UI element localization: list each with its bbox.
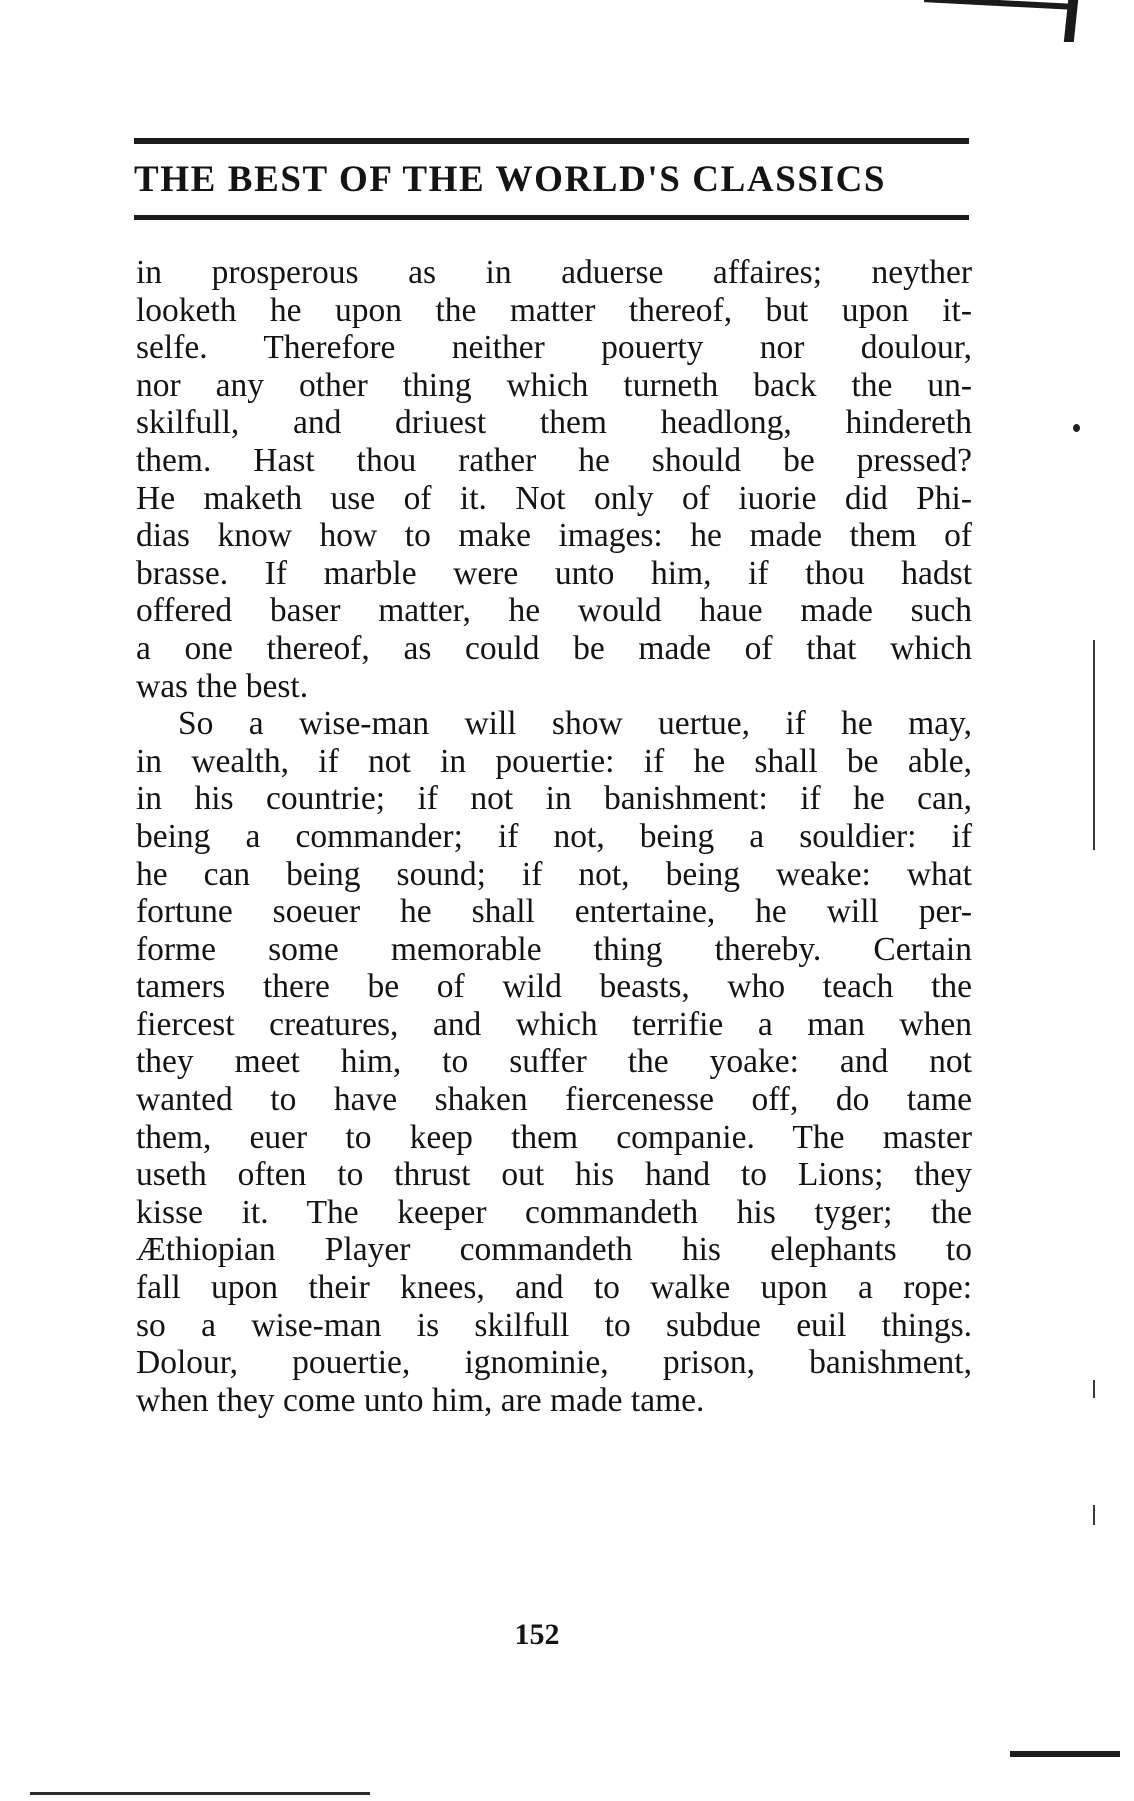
text-line: kisse it. The keeper commandeth his tyger; the (136, 1193, 972, 1231)
text-line: them. Hast thou rather he should be pressed? (136, 441, 972, 479)
scan-corner-mark (924, 0, 1074, 10)
scan-bottom-right-mark (1010, 1751, 1120, 1757)
text-line: selfe. Therefore neither pouerty nor doulour, (136, 329, 972, 367)
text-line: forme some memorable thing thereby. Certain (136, 930, 972, 968)
text-line: they meet him, to suffer the yoake: and not (136, 1043, 972, 1081)
text-line: fortune soeuer he shall entertaine, he will per- (136, 893, 972, 931)
text-line: wanted to have shaken fiercenesse off, do tame (136, 1081, 972, 1119)
text-line: looketh he upon the matter thereof, but upon it- (136, 291, 972, 329)
text-line: So a wise-man will show uertue, if he may, (178, 705, 972, 743)
page-number: 152 (514, 1618, 560, 1651)
scan-margin-dot (1073, 424, 1080, 432)
text-line: them, euer to keep them companie. The master (136, 1118, 972, 1156)
text-line: in wealth, if not in pouertie: if he shall be able, (136, 742, 972, 780)
text-line: brasse. If marble were unto him, if thou hadst (136, 554, 972, 592)
header-rule-top (134, 138, 969, 144)
text-line: useth often to thrust out his hand to Lions; they (136, 1156, 972, 1194)
text-line: fall upon their knees, and to walke upon a rope: (136, 1269, 972, 1307)
text-line: he can being sound; if not, being weake: what (136, 855, 972, 893)
text-line: in his countrie; if not in banishment: if he can, (136, 780, 972, 818)
text-line: dias know how to make images: he made them of (136, 517, 972, 555)
text-line: Dolour, pouertie, ignominie, prison, banishment, (136, 1344, 972, 1382)
text-line: offered baser matter, he would haue made such (136, 592, 972, 630)
text-line: nor any other thing which turneth back the un- (136, 366, 972, 404)
text-line: skilfull, and driuest them headlong, hindereth (136, 404, 972, 442)
text-line: tamers there be of wild beasts, who teach the (136, 968, 972, 1006)
header-rule-bottom (134, 215, 969, 220)
running-head: THE BEST OF THE WORLD'S CLASSICS (134, 159, 887, 200)
text-line: in prosperous as in aduerse affaires; neyther (136, 254, 972, 291)
text-line: being a commander; if not, being a souldier: if (136, 817, 972, 855)
scan-margin-line (1093, 1380, 1095, 1398)
text-line: so a wise-man is skilfull to subdue euil things. (136, 1306, 972, 1344)
text-line: when they come unto him, are made tame. (136, 1381, 705, 1419)
scan-margin-line (1093, 640, 1095, 850)
scan-bottom-edge-line (30, 1792, 370, 1795)
text-line: was the best. (136, 667, 309, 705)
text-line: He maketh use of it. Not only of iuorie did Phi- (136, 479, 972, 517)
body-text (136, 254, 972, 1419)
paragraph (136, 254, 972, 705)
text-line: a one thereof, as could be made of that which (136, 629, 972, 667)
scan-margin-line (1093, 1505, 1095, 1525)
paragraph (136, 705, 972, 1419)
text-line: fiercest creatures, and which terrifie a man when (136, 1005, 972, 1043)
text-line: Æthiopian Player commandeth his elephants to (136, 1231, 972, 1269)
